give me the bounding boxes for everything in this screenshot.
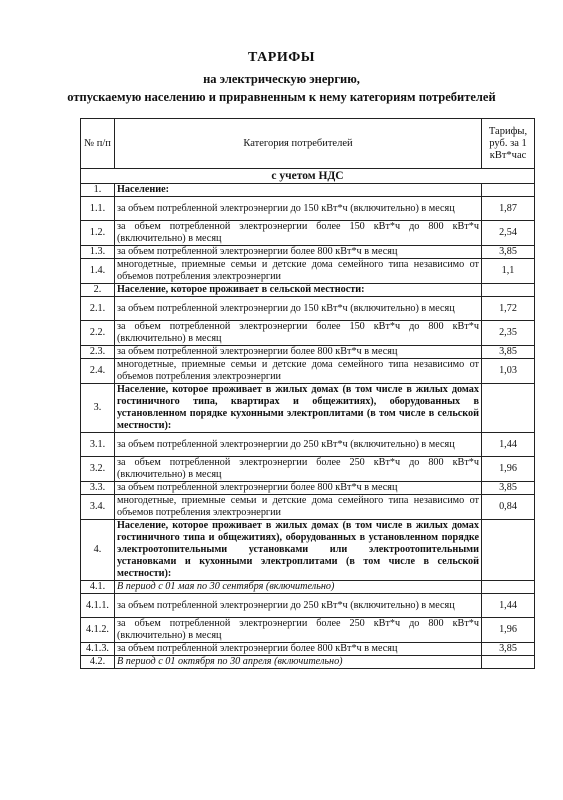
row-category: Население, которое проживает в сельской местности:	[115, 284, 482, 297]
vat-row	[81, 169, 535, 184]
row-category: Население:	[115, 184, 482, 197]
table-row	[81, 321, 535, 346]
row-category: за объем потребленной электроэнергии более 800 кВт*ч в месяц	[115, 643, 482, 656]
table-row	[81, 495, 535, 520]
row-category: за объем потребленной электроэнергии более 250 кВт*ч до 800 кВт*ч (включительно) в месяц	[115, 457, 482, 482]
table-row	[81, 581, 535, 594]
row-category: за объем потребленной электроэнергии более 150 кВт*ч до 800 кВт*ч (включительно) в месяц	[115, 221, 482, 246]
table-header-row	[81, 119, 535, 169]
row-category: за объем потребленной электроэнергии более 800 кВт*ч в месяц	[115, 246, 482, 259]
document-subtitle-line-1: на электрическую энергию,	[203, 72, 360, 86]
row-category: В период с 01 мая по 30 сентября (включительно)	[115, 581, 482, 594]
row-number: 1.	[81, 184, 115, 197]
table-row	[81, 184, 535, 197]
row-category: за объем потребленной электроэнергии более 800 кВт*ч в месяц	[115, 482, 482, 495]
table-row	[81, 618, 535, 643]
row-rate	[482, 581, 535, 594]
row-number: 1.4.	[81, 259, 115, 284]
row-rate	[482, 184, 535, 197]
row-category: за объем потребленной электроэнергии до 250 кВт*ч (включительно) в месяц	[115, 594, 482, 618]
row-number: 4.2.	[81, 656, 115, 669]
row-rate: 2,54	[482, 221, 535, 246]
row-rate: 1,03	[482, 359, 535, 384]
document-title: ТАРИФЫ	[248, 50, 315, 65]
row-rate: 3,85	[482, 643, 535, 656]
table-row	[81, 594, 535, 618]
table-row	[81, 482, 535, 495]
row-category: за объем потребленной электроэнергии более 250 кВт*ч до 800 кВт*ч (включительно) в месяц	[115, 618, 482, 643]
table-row	[81, 643, 535, 656]
row-number: 1.3.	[81, 246, 115, 259]
row-number: 3.3.	[81, 482, 115, 495]
header-number: № п/п	[81, 119, 115, 169]
row-number: 4.	[81, 520, 115, 581]
table-row	[81, 433, 535, 457]
row-rate	[482, 284, 535, 297]
row-rate: 1,96	[482, 457, 535, 482]
row-category: за объем потребленной электроэнергии до 150 кВт*ч (включительно) в месяц	[115, 197, 482, 221]
row-rate: 1,87	[482, 197, 535, 221]
row-rate	[482, 384, 535, 433]
row-number: 2.2.	[81, 321, 115, 346]
row-category: за объем потребленной электроэнергии до 250 кВт*ч (включительно) в месяц	[115, 433, 482, 457]
row-rate: 1,96	[482, 618, 535, 643]
vat-label: с учетом НДС	[81, 169, 535, 184]
row-number: 4.1.	[81, 581, 115, 594]
row-category: многодетные, приемные семьи и детские дома семейного типа независимо от объемов потребления электроэнергии	[115, 495, 482, 520]
row-number: 1.2.	[81, 221, 115, 246]
row-rate: 1,44	[482, 594, 535, 618]
table-row	[81, 221, 535, 246]
row-number: 4.1.2.	[81, 618, 115, 643]
table-row	[81, 359, 535, 384]
table-row	[81, 197, 535, 221]
row-category: многодетные, приемные семьи и детские дома семейного типа независимо от объемов потребления электроэнергии	[115, 259, 482, 284]
row-category: Население, которое проживает в жилых домах (в том числе в жилых домах гостиничного типа, квартирах и общежитиях), оборудованных в установленном порядке кухонными электроплитами (в том числе в сельской местности):	[115, 384, 482, 433]
row-rate: 1,1	[482, 259, 535, 284]
row-number: 1.1.	[81, 197, 115, 221]
row-number: 3.1.	[81, 433, 115, 457]
row-rate	[482, 520, 535, 581]
row-rate: 3,85	[482, 482, 535, 495]
row-category: за объем потребленной электроэнергии более 800 кВт*ч в месяц	[115, 346, 482, 359]
row-number: 3.2.	[81, 457, 115, 482]
table-row	[81, 520, 535, 581]
row-category: многодетные, приемные семьи и детские дома семейного типа независимо от объемов потребления электроэнергии	[115, 359, 482, 384]
row-rate: 1,44	[482, 433, 535, 457]
table-row	[81, 297, 535, 321]
table-row	[81, 259, 535, 284]
table-row	[81, 384, 535, 433]
row-number: 3.	[81, 384, 115, 433]
row-rate: 3,85	[482, 346, 535, 359]
row-rate: 1,72	[482, 297, 535, 321]
row-category: за объем потребленной электроэнергии более 150 кВт*ч до 800 кВт*ч (включительно) в месяц	[115, 321, 482, 346]
row-category: за объем потребленной электроэнергии до 150 кВт*ч (включительно) в месяц	[115, 297, 482, 321]
row-number: 3.4.	[81, 495, 115, 520]
header-rate: Тарифы, руб. за 1 кВт*час	[482, 119, 535, 169]
row-category: В период с 01 октября по 30 апреля (включительно)	[115, 656, 482, 669]
row-number: 2.	[81, 284, 115, 297]
header-category: Категория потребителей	[115, 119, 482, 169]
table-row	[81, 656, 535, 669]
table-row	[81, 457, 535, 482]
row-number: 2.1.	[81, 297, 115, 321]
table-row	[81, 346, 535, 359]
row-rate: 0,84	[482, 495, 535, 520]
tariffs-table	[80, 118, 535, 669]
row-rate: 2,35	[482, 321, 535, 346]
row-number: 4.1.1.	[81, 594, 115, 618]
row-number: 4.1.3.	[81, 643, 115, 656]
row-rate	[482, 656, 535, 669]
row-number: 2.4.	[81, 359, 115, 384]
document-subtitle-line-2: отпускаемую населению и приравненным к нему категориям потребителей	[67, 90, 496, 104]
table-row	[81, 284, 535, 297]
row-number: 2.3.	[81, 346, 115, 359]
table-row	[81, 246, 535, 259]
row-category: Население, которое проживает в жилых домах (в том числе в жилых домах гостиничного типа и общежитиях), оборудованных в установленном порядке электроотопительными установками или электроотопительными установками и кухонными электроплитами (в том числе в сельской местности):	[115, 520, 482, 581]
row-rate: 3,85	[482, 246, 535, 259]
